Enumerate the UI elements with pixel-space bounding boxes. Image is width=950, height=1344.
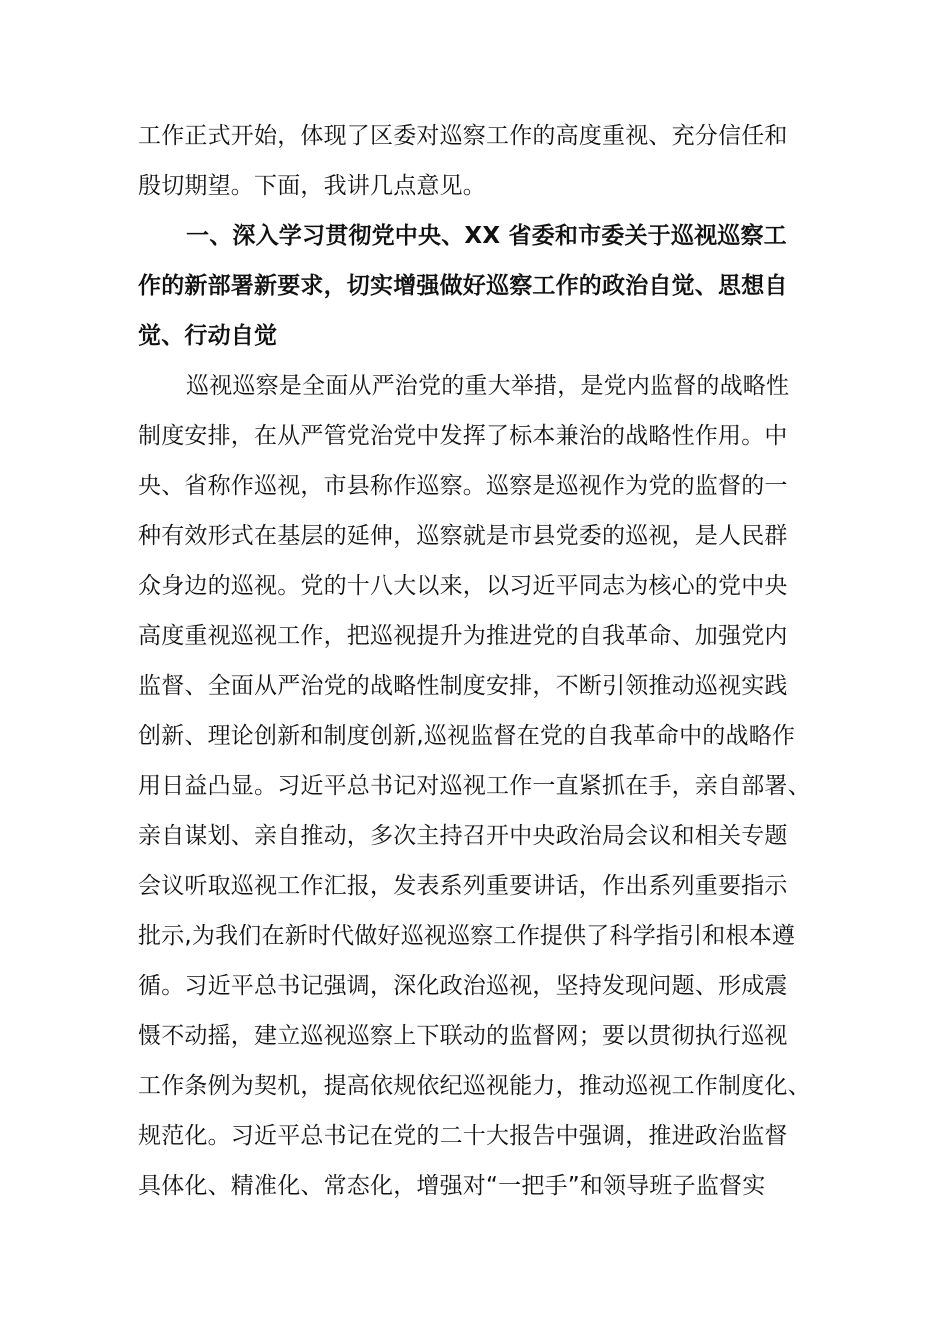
paragraph-line: 创新、理论创新和制度创新,巡视监督在党的自我革命中的战略作	[138, 723, 796, 749]
paragraph-line: 工作正式开始，体现了区委对巡察工作的高度重视、充分信任和	[138, 123, 788, 149]
section-heading-line: 一、深入学习贯彻党中央、XX 省委和市委关于巡视巡察工	[186, 223, 787, 249]
paragraph-line: 工作条例为契机，提高依规依纪巡视能力，推动巡视工作制度化、	[138, 1073, 811, 1099]
section-heading-line: 作的新部署新要求，切实增强做好巡察工作的政治自觉、思想自	[138, 273, 788, 299]
paragraph-line: 巡视巡察是全面从严治党的重大举措，是党内监督的战略性	[186, 373, 790, 399]
paragraph-line: 制度安排，在从严管党治党中发挥了标本兼治的战略性作用。中	[138, 423, 788, 449]
paragraph-line: 用日益凸显。习近平总书记对巡视工作一直紧抓在手，亲自部署、	[138, 773, 811, 799]
paragraph-line: 亲自谋划、亲自推动，多次主持召开中央政治局会议和相关专题	[138, 823, 788, 849]
paragraph-line: 具体化、精准化、常态化，增强对“一把手”和领导班子监督实	[138, 1173, 766, 1199]
paragraph-line: 央、省称作巡视，市县称作巡察。巡察是巡视作为党的监督的一	[138, 473, 788, 499]
paragraph-line: 众身边的巡视。党的十八大以来，以习近平同志为核心的党中央	[138, 573, 788, 599]
paragraph-line: 会议听取巡视工作汇报，发表系列重要讲话，作出系列重要指示	[138, 873, 788, 899]
paragraph-line: 循。习近平总书记强调，深化政治巡视，坚持发现问题、形成震	[138, 973, 788, 999]
document-body	[138, 111, 818, 1211]
paragraph-line: 高度重视巡视工作，把巡视提升为推进党的自我革命、加强党内	[138, 623, 788, 649]
paragraph-line: 规范化。习近平总书记在党的二十大报告中强调，推进政治监督	[138, 1123, 788, 1149]
paragraph-line: 慑不动摇，建立巡视巡察上下联动的监督网；要以贯彻执行巡视	[138, 1023, 788, 1049]
paragraph-line: 批示,为我们在新时代做好巡视巡察工作提供了科学指引和根本遵	[138, 923, 796, 949]
paragraph-line: 种有效形式在基层的延伸，巡察就是市县党委的巡视，是人民群	[138, 523, 788, 549]
section-heading-line: 觉、行动自觉	[138, 323, 278, 349]
paragraph-line: 监督、全面从严治党的战略性制度安排，不断引领推动巡视实践	[138, 673, 788, 699]
paragraph-line: 殷切期望。下面，我讲几点意见。	[138, 173, 486, 199]
